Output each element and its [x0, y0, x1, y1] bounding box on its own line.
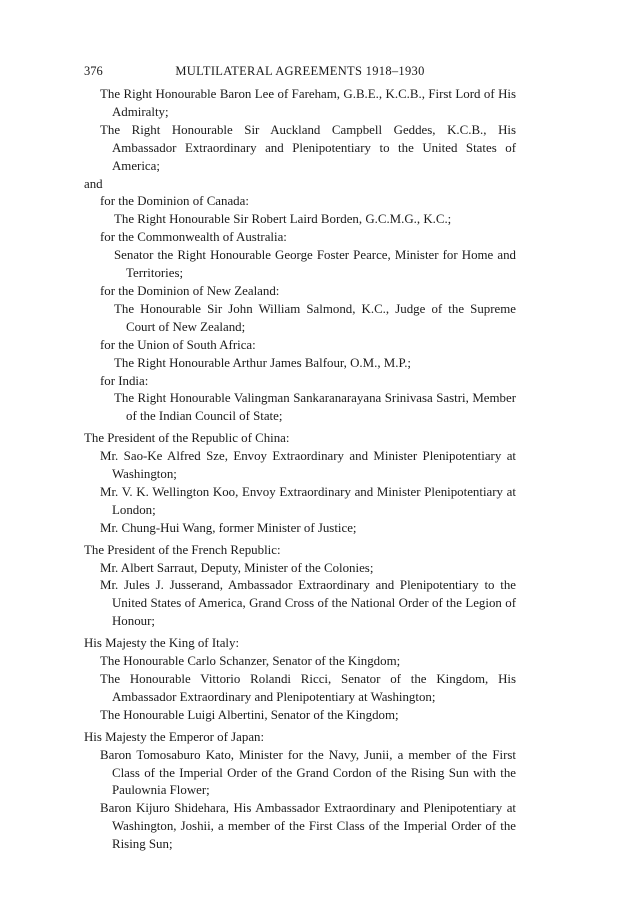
heading-australia: for the Commonwealth of Australia: [100, 230, 287, 245]
heading-france: The President of the French Republic: [84, 542, 281, 557]
conjunction-and: and [84, 176, 103, 191]
entry-salmond: The Honourable Sir John William Salmond, K.C., Judge of the Supreme Court of New Zealand; [114, 301, 516, 334]
heading-south-africa: for the Union of South Africa: [100, 337, 256, 352]
heading-china: The President of the Republic of China: [84, 431, 290, 446]
plenipotentiaries-list [84, 86, 516, 854]
running-header [84, 64, 516, 82]
entry-koo: Mr. V. K. Wellington Koo, Envoy Extraordinary and Minister Plenipotentiary at London; [100, 484, 516, 517]
heading-italy: His Majesty the King of Italy: [84, 636, 240, 651]
running-title: MULTILATERAL AGREEMENTS 1918–1930 [175, 64, 425, 78]
heading-india: for India: [100, 373, 149, 388]
entry-wang: Mr. Chung-Hui Wang, former Minister of Justice; [100, 520, 357, 535]
entry-jusserand: Mr. Jules J. Jusserand, Ambassador Extraordinary and Plenipotentiary to the United States of America, Grand Cross of the National Order of the Legion of Honour; [100, 578, 516, 629]
entry-sarraut: Mr. Albert Sarraut, Deputy, Minister of the Colonies; [100, 560, 374, 575]
entry-balfour: The Right Honourable Arthur James Balfour, O.M., M.P.; [114, 355, 412, 370]
entry-pearce: Senator the Right Honourable George Foster Pearce, Minister for Home and Territories; [114, 248, 516, 281]
entry-borden: The Right Honourable Sir Robert Laird Borden, G.C.M.G., K.C.; [114, 212, 452, 227]
entry-schanzer: The Honourable Carlo Schanzer, Senator of the Kingdom; [100, 654, 401, 669]
heading-canada: for the Dominion of Canada: [100, 194, 249, 209]
heading-japan: His Majesty the Emperor of Japan: [84, 729, 265, 744]
entry-kato: Baron Tomosaburo Kato, Minister for the Navy, Junii, a member of the First Class of the Imperial Order of the Grand Cordon of the Rising Sun with the Paulownia Flower; [100, 747, 516, 798]
page-number: 376 [84, 64, 103, 78]
entry-lee: The Right Honourable Baron Lee of Fareham, G.B.E., K.C.B., First Lord of His Admiralty; [100, 87, 516, 119]
entry-albertini: The Honourable Luigi Albertini, Senator of the Kingdom; [100, 707, 399, 722]
entry-ricci: The Honourable Vittorio Rolandi Ricci, Senator of the Kingdom, His Ambassador Extraordinary and Plenipotentiary at Washington; [100, 672, 516, 704]
entry-sze: Mr. Sao-Ke Alfred Sze, Envoy Extraordinary and Minister Plenipotentiary at Washington; [100, 449, 516, 482]
heading-new-zealand: for the Dominion of New Zealand: [100, 283, 280, 298]
entry-sastri: The Right Honourable Valingman Sankaranarayana Srinivasa Sastri, Member of the Indian Council of State; [114, 391, 516, 424]
entry-geddes: The Right Honourable Sir Auckland Campbell Geddes, K.C.B., His Ambassador Extraordinary and Plenipotentiary to the United States of America; [100, 122, 516, 173]
entry-shidehara: Baron Kijuro Shidehara, His Ambassador Extraordinary and Plenipotentiary at Washington, Joshii, a member of the First Class of the Imperial Order of the Rising Sun; [100, 801, 516, 852]
